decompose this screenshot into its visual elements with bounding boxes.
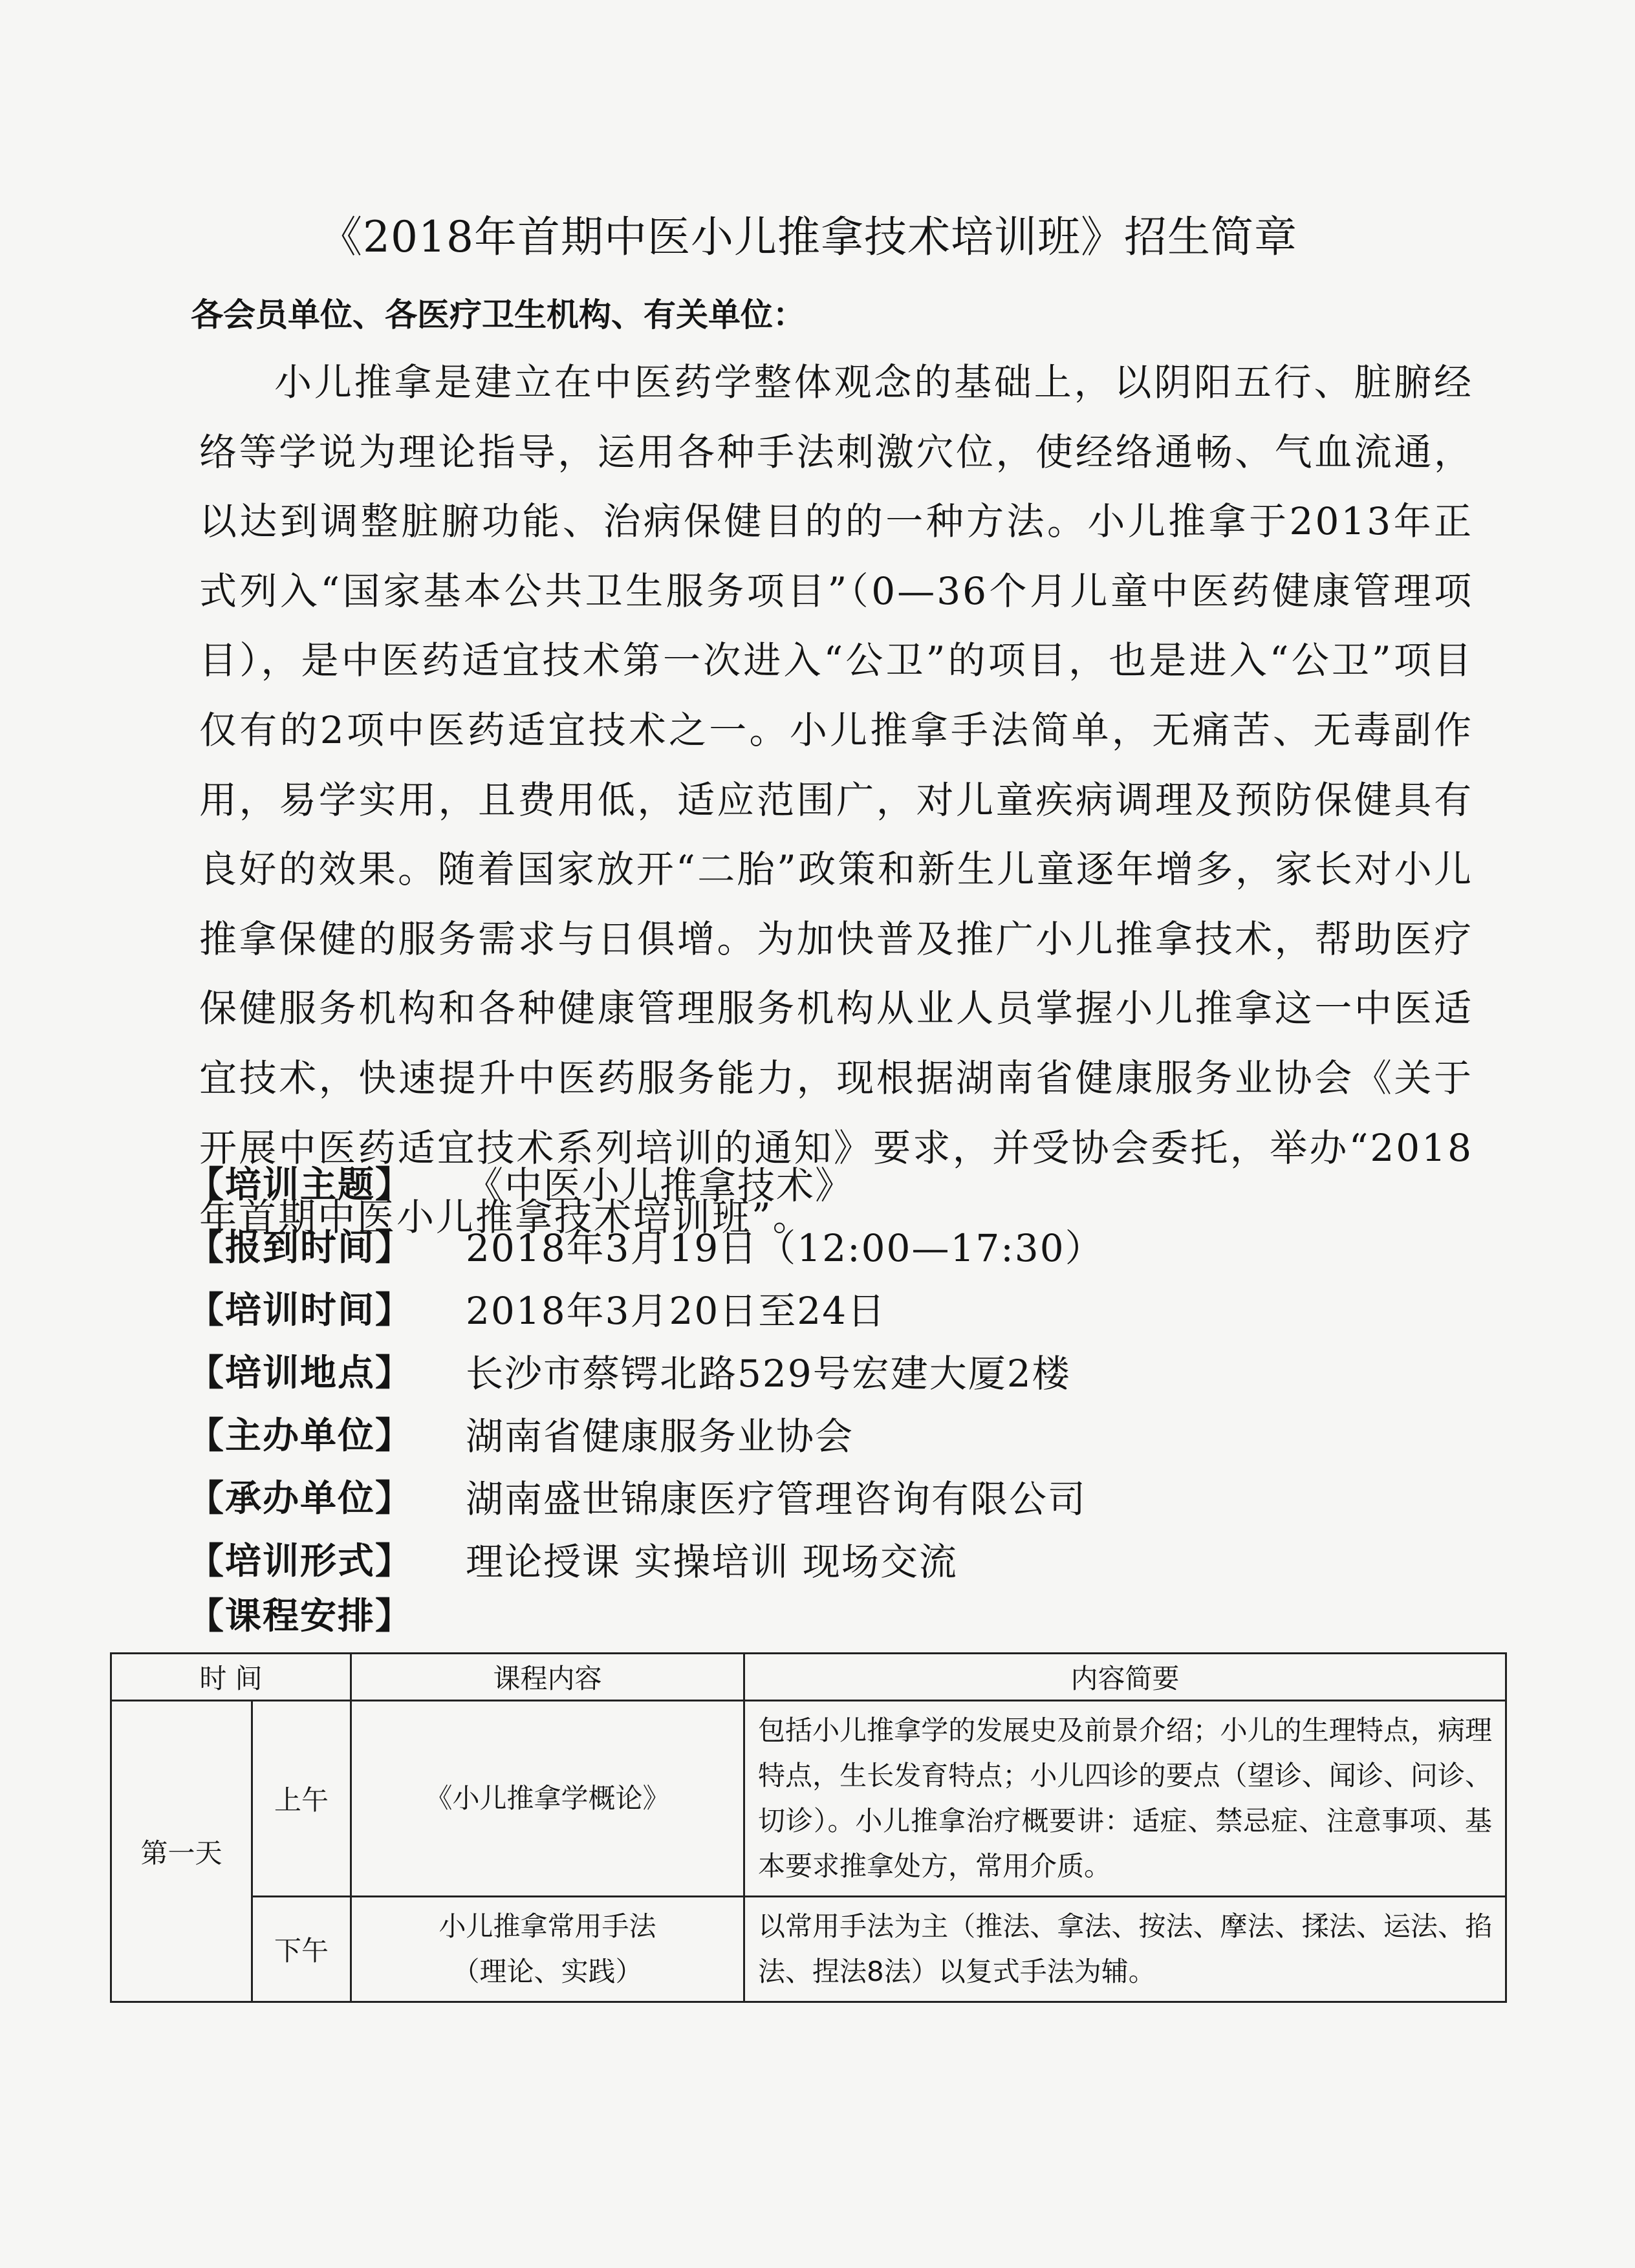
info-value: 理论授课 实操培训 现场交流 [466, 1540, 958, 1584]
info-label: 【培训地点】 [188, 1352, 413, 1394]
period-cell: 下午 [252, 1897, 351, 2002]
summary-cell: 以常用手法为主（推法、拿法、按法、摩法、揉法、运法、掐法、捏法8法）以复式手法为辅。 [744, 1897, 1506, 2002]
course-cell [351, 1897, 744, 2002]
info-value: 《中医小儿推拿技术》 [466, 1163, 854, 1207]
info-row-organizer [188, 1404, 854, 1462]
info-label: 【培训形式】 [188, 1540, 413, 1582]
info-label: 【承办单位】 [188, 1478, 413, 1520]
info-label: 【培训时间】 [188, 1290, 413, 1332]
info-label: 【报到时间】 [188, 1227, 413, 1269]
info-value: 2018年3月20日至24日 [466, 1289, 887, 1333]
intro-paragraph: 小儿推拿是建立在中医药学整体观念的基础上，以阴阳五行、脏腑经络等学说为理论指导，运用各种手法刺激穴位，使经络通畅、气血流通，以达到调整脏腑功能、治病保健目的的一种方法。小儿推拿于2013年正式列入“国家基本公共卫生服务项目”（0—36个月儿童中医药健康管理项目），是中医药适宜技术第一次进入“公卫”的项目，也是进入“公卫”项目仅有的2项中医药适宜技术之一。小儿推拿手法简单，无痛苦、无毒副作用，易学实用，且费用低，适应范围广，对儿童疾病调理及预防保健具有良好的效果。随着国家放开“二胎”政策和新生儿童逐年增多，家长对小儿推拿保健的服务需求与日俱增。为加快普及推广小儿推拿技术，帮助医疗保健服务机构和各种健康管理服务机构从业人员掌握小儿推拿这一中医适宜技术，快速提升中医药服务能力，现根据湖南省健康服务业协会《关于开展中医药适宜技术系列培训的通知》要求，并受协会委托，举办“2018年首期中医小儿推拿技术培训班”。 [199, 360, 1473, 1240]
info-row-format [188, 1529, 958, 1588]
course-line: 小儿推拿常用手法 [439, 1910, 656, 1942]
info-value: 长沙市蔡锷北路529号宏建大厦2楼 [466, 1352, 1071, 1396]
header-time: 时 间 [111, 1654, 351, 1701]
course-line: （理论、实践） [452, 1956, 643, 1987]
info-row-co-organizer [188, 1467, 1087, 1525]
info-value: 湖南省健康服务业协会 [466, 1414, 854, 1458]
info-label: 【主办单位】 [188, 1415, 413, 1457]
summary-cell: 包括小儿推拿学的发展史及前景介绍；小儿的生理特点，病理特点，生长发育特点；小儿四诊的要点（望诊、闻诊、问诊、切诊）。小儿推拿治疗概要讲：适症、禁忌症、注意事项、基本要求推拿处方，常用介质。 [744, 1701, 1506, 1897]
table-row [111, 1897, 1506, 2002]
course-cell: 《小儿推拿学概论》 [351, 1701, 744, 1897]
info-row-location [188, 1341, 1071, 1399]
document-title: 《2018年首期中医小儿推拿技术培训班》招生简章 [319, 212, 1297, 262]
info-row-training-time [188, 1279, 886, 1337]
day-cell: 第一天 [111, 1701, 252, 2002]
info-label: 【培训主题】 [188, 1164, 413, 1206]
info-row-theme [188, 1153, 854, 1211]
schedule-table [110, 1652, 1507, 2003]
schedule-heading: 【课程安排】 [188, 1595, 413, 1637]
header-course: 课程内容 [351, 1654, 744, 1701]
info-row-checkin [188, 1216, 1104, 1274]
salutation: 各会员单位、各医疗卫生机构、有关单位： [191, 296, 805, 334]
period-cell: 上午 [252, 1701, 351, 1897]
table-header-row [111, 1654, 1506, 1701]
table-row [111, 1701, 1506, 1897]
header-summary: 内容简要 [744, 1654, 1506, 1701]
info-value: 2018年3月19日（12:00—17:30） [466, 1226, 1104, 1270]
info-value: 湖南盛世锦康医疗管理咨询有限公司 [466, 1477, 1087, 1521]
